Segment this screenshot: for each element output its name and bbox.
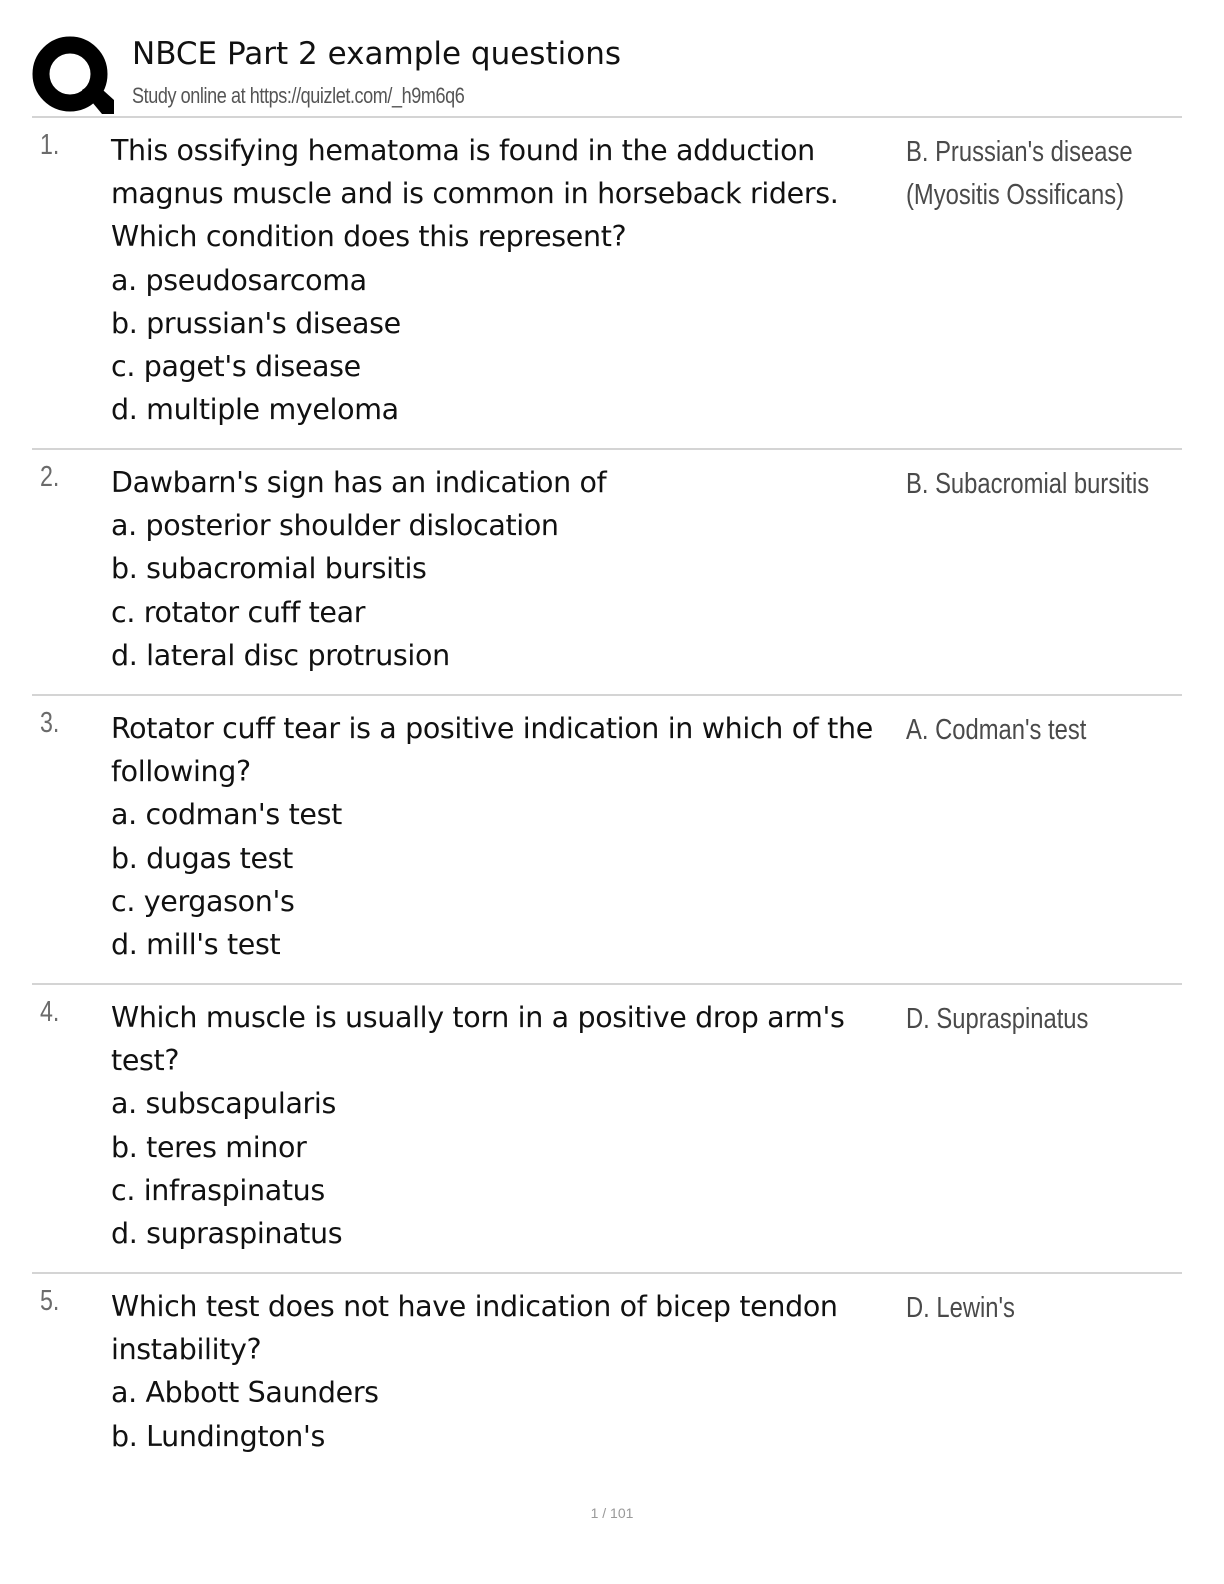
answer-line: B. Subacromial bursitis — [906, 468, 1150, 500]
page-number: 1 / 101 — [590, 1505, 634, 1521]
question-line: Rotator cuff tear is a positive indication in which of the — [111, 712, 873, 745]
question-text — [111, 129, 911, 431]
option-b: b. Lundington's — [111, 1419, 325, 1453]
option-a: a. pseudosarcoma — [111, 263, 367, 297]
option-b: b. teres minor — [111, 1130, 307, 1164]
option-c: c. yergason's — [111, 884, 295, 918]
answer-line: D. Lewin's — [906, 1292, 1015, 1324]
option-c: c. rotator cuff tear — [111, 595, 366, 629]
answer-text — [906, 998, 1127, 1041]
option-a: a. posterior shoulder dislocation — [111, 509, 559, 543]
question-line: magnus muscle and is common in horseback riders. — [111, 177, 839, 211]
card-number: 3. — [40, 707, 60, 739]
question-line: Which test does not have indication of bicep tendon — [111, 1290, 838, 1323]
answer-line: B. Prussian's disease — [906, 136, 1133, 168]
divider — [32, 448, 1182, 450]
option-d: d. mill's test — [111, 928, 281, 962]
question-line: test? — [111, 1044, 180, 1078]
answer-text — [906, 709, 1127, 752]
option-a: a. subscapularis — [111, 1087, 336, 1121]
answer-text — [906, 463, 1150, 506]
option-b: b. subacromial bursitis — [111, 552, 427, 586]
option-d: d. supraspinatus — [111, 1217, 343, 1251]
answer-line: D. Supraspinatus — [906, 1003, 1089, 1035]
question-line: following? — [111, 755, 251, 789]
question-text — [111, 461, 911, 677]
question-line: This ossifying hematoma is found in the adduction — [111, 134, 815, 167]
option-c: c. paget's disease — [111, 350, 361, 384]
question-line: instability? — [111, 1333, 262, 1367]
answer-text — [906, 1287, 1127, 1330]
divider — [32, 694, 1182, 696]
question-text — [111, 707, 911, 966]
question-text — [111, 996, 911, 1255]
card-number: 1. — [40, 129, 60, 161]
question-line: Dawbarn's sign has an indication of — [111, 466, 607, 499]
card-number: 4. — [40, 996, 60, 1028]
option-a: a. codman's test — [111, 798, 342, 832]
answer-line: (Myositis Ossificans) — [906, 179, 1125, 212]
divider — [32, 1272, 1182, 1274]
card-number: 2. — [40, 461, 60, 493]
question-line: Which muscle is usually torn in a positive drop arm's — [111, 1001, 845, 1034]
option-b: b. dugas test — [111, 841, 294, 875]
answer-line: A. Codman's test — [906, 714, 1087, 746]
option-c: c. infraspinatus — [111, 1173, 325, 1207]
page-header — [32, 28, 1182, 118]
page-title: NBCE Part 2 example questions — [132, 36, 621, 72]
study-link-text: Study online at https://quizlet.com/_h9m6q6 — [132, 83, 465, 108]
option-b: b. prussian's disease — [111, 306, 401, 340]
card-number: 5. — [40, 1285, 60, 1317]
answer-text — [906, 131, 1133, 217]
question-line: Which condition does this represent? — [111, 220, 627, 254]
question-text — [111, 1285, 911, 1458]
divider — [32, 116, 1182, 118]
option-d: d. lateral disc protrusion — [111, 638, 450, 672]
option-d: d. multiple myeloma — [111, 393, 399, 427]
divider — [32, 983, 1182, 985]
quizlet-q-logo-icon — [32, 34, 114, 116]
option-a: a. Abbott Saunders — [111, 1376, 379, 1410]
